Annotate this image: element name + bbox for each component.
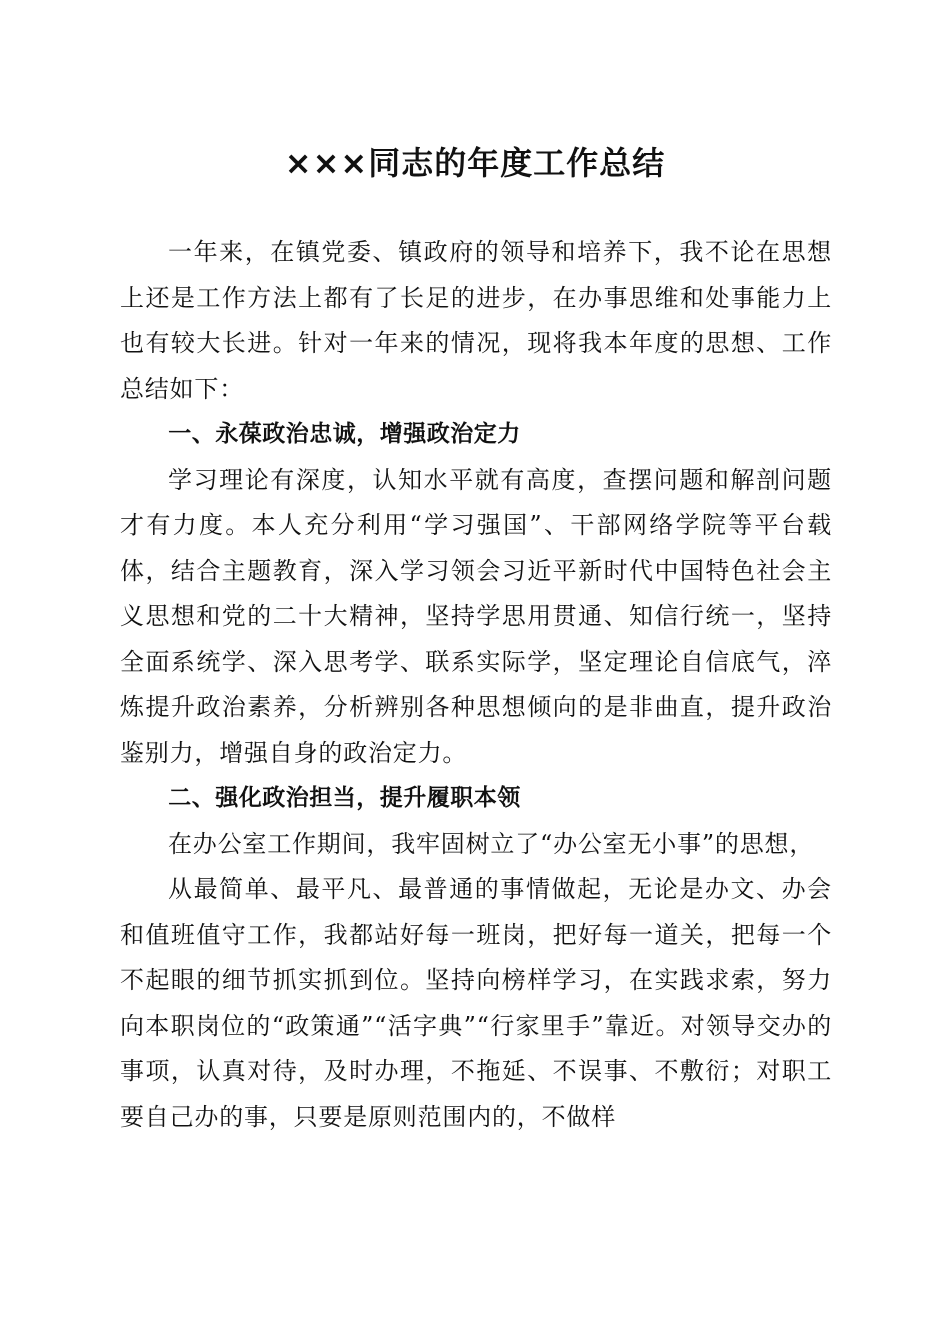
section-1-paragraph-1: 学习理论有深度，认知水平就有高度，查摆问题和解剖问题才有力度。本人充分利用“学习强国”、干部网络学院等平台载体，结合主题教育，深入学习领会习近平新时代中国特色社会主义思想和党的二十大精神，坚持学思用贯通、知信行统一，坚持全面系统学、深入思考学、联系实际学，坚定理论自信底气，淬炼提升政治素养，分析辨别各种思想倾向的是非曲直，提升政治鉴别力，增强自身的政治定力。	[120, 465, 832, 767]
document-title: ×××同志的年度工作总结	[284, 144, 666, 182]
section-2-paragraph-1: 在办公室工作期间，我牢固树立了“办公室无小事”的思想，	[168, 829, 815, 858]
section-2-paragraph-2: 从最简单、最平凡、最普通的事情做起，无论是办文、办会和值班值守工作，我都站好每一班岗，把好每一道关，把每一个不起眼的细节抓实抓到位。坚持向榜样学习，在实践求索，努力向本职岗位的“政策通”“活字典”“行家里手”靠近。对领导交办的事项，认真对待，及时办理，不拖延、不误事、不敷衍；对职工要自己办的事，只要是原则范围内的，不做样	[120, 875, 832, 1131]
intro-paragraph: 一年来，在镇党委、镇政府的领导和培养下，我不论在思想上还是工作方法上都有了长足的进步，在办事思维和处事能力上也有较大长进。针对一年来的情况，现将我本年度的思想、工作总结如下：	[120, 238, 832, 403]
section-2-heading: 二、强化政治担当，提升履职本领	[168, 785, 521, 811]
document-body	[120, 230, 832, 1140]
section-1-heading: 一、永葆政治忠诚，增强政治定力	[168, 421, 521, 447]
